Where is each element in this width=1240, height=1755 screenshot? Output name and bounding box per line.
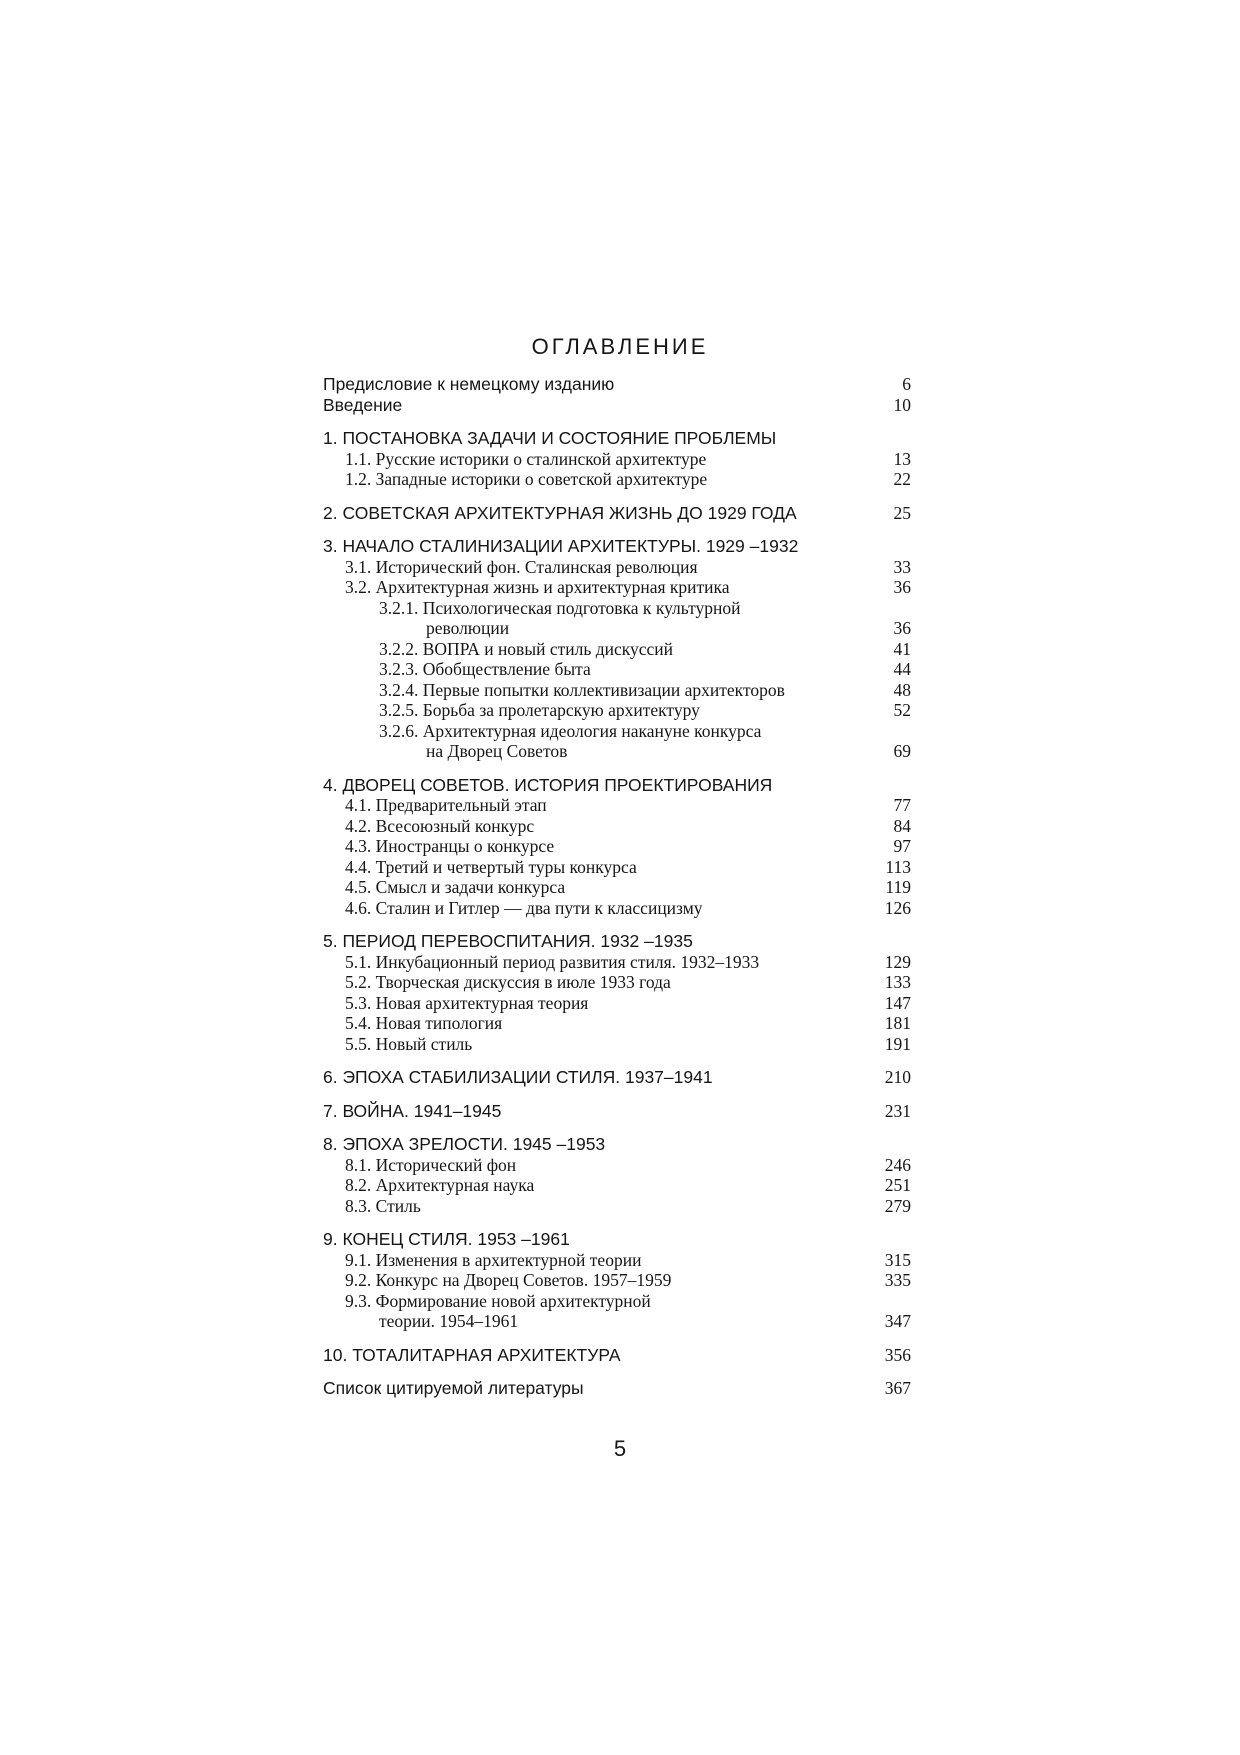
toc-chapter-5 [323,931,911,952]
toc-page-number: 113 [885,856,911,877]
toc-subsection [323,639,911,660]
toc-section-title: 1.2. Западные историки о советской архитектуре [345,469,708,489]
toc-page-number: 191 [884,1033,911,1054]
toc-page-number: 133 [884,972,911,992]
toc-section-title: 4.5. Смысл и задачи конкурса [345,877,566,897]
toc-page-number: 126 [884,897,911,918]
toc-subsection [323,659,911,680]
toc-entry-foreword [323,374,911,395]
toc-page-number: 251 [884,1175,911,1195]
toc-subsection-title-cont: на Дворец Советов [426,741,568,761]
toc-section [323,857,911,878]
toc-section-title: 4.3. Иностранцы о конкурсе [345,836,555,856]
toc-section [323,795,911,816]
toc-chapter-title: 9. КОНЕЦ СТИЛЯ. 1953 –1961 [323,1229,570,1249]
toc-section-title: 4.6. Сталин и Гитлер — два пути к классицизму [345,897,703,918]
toc-page-number: 25 [893,502,911,523]
toc-chapter-title: 8. ЭПОХА ЗРЕЛОСТИ. 1945 –1953 [323,1134,606,1154]
toc-chapter-7 [323,1101,911,1122]
toc-section [323,952,911,973]
toc-chapter-title: 3. НАЧАЛО СТАЛИНИЗАЦИИ АРХИТЕКТУРЫ. 1929 –1932 [323,536,799,556]
toc-page-number: 22 [893,469,911,489]
toc-section-title: 5.5. Новый стиль [345,1033,473,1054]
toc-chapter-4 [323,775,911,796]
toc-chapter-title: 4. ДВОРЕЦ СОВЕТОВ. ИСТОРИЯ ПРОЕКТИРОВАНИЯ [323,774,773,795]
toc-chapter-1 [323,428,911,449]
toc-subsection-title: 3.2.3. Обобществление быта [379,659,591,679]
toc-chapter-2 [323,503,911,524]
toc-entry-title: Введение [323,394,403,415]
toc-chapter-title: 1. ПОСТАНОВКА ЗАДАЧИ И СОСТОЯНИЕ ПРОБЛЕМЫ [323,428,777,448]
toc-subsection-title: 3.2.2. ВОПРА и новый стиль дискуссий [379,638,673,659]
page-title: ОГЛАВЛЕНИЕ [531,334,709,359]
toc-page-number: 44 [893,659,911,679]
toc-subsection [323,680,911,701]
toc-page-number: 119 [885,877,911,897]
toc-section [323,557,911,578]
toc-section-continuation [323,1311,911,1332]
toc-page-number: 347 [884,1311,911,1331]
toc-section [323,1034,911,1055]
toc-section [323,972,911,993]
toc-chapter-title: 5. ПЕРИОД ПЕРЕВОСПИТАНИЯ. 1932 –1935 [323,931,693,951]
toc-page-number: 33 [893,556,911,577]
toc-page-number: 97 [893,836,911,856]
toc-entry-title: Список цитируемой литературы [323,1378,584,1398]
toc-section [323,449,911,470]
toc-section [323,1250,911,1271]
toc-subsection-title: 3.2.1. Психологическая подготовка к культурной [379,597,741,618]
toc-page-number: 210 [884,1067,911,1087]
toc-section-title: 9.1. Изменения в архитектурной теории [345,1249,642,1270]
toc-section-title: 8.1. Исторический фон [345,1154,517,1175]
toc-section-title: 3.2. Архитектурная жизнь и архитектурная критика [345,577,730,597]
toc-page-number: 231 [884,1100,911,1121]
toc-chapter-title: 2. СОВЕТСКАЯ АРХИТЕКТУРНАЯ ЖИЗНЬ ДО 1929 ГОДА [323,502,797,523]
toc-page-number: 52 [893,700,911,720]
toc-section [323,1013,911,1034]
toc-chapter-3 [323,536,911,557]
toc-subsection-continuation [323,741,911,762]
toc-page-number: 36 [893,577,911,597]
toc-subsection [323,721,911,742]
page-number: 5 [613,1436,627,1461]
toc-entry-title: Предисловие к немецкому изданию [323,374,615,394]
toc-page-number: 129 [884,951,911,972]
toc-section [323,469,911,490]
toc-page-number: 315 [884,1249,911,1270]
toc-section-title: 1.1. Русские историки о сталинской архитектуре [345,448,707,469]
toc-section [323,816,911,837]
toc-chapter-10 [323,1345,911,1366]
toc-chapter-title: 7. ВОЙНА. 1941–1945 [323,1100,502,1121]
toc-section-title: 3.1. Исторический фон. Сталинская революция [345,556,698,577]
toc-chapter-9 [323,1229,911,1250]
toc-page-number: 335 [884,1270,911,1290]
toc-page-number: 10 [893,394,911,415]
toc-subsection-title: 3.2.6. Архитектурная идеология накануне конкурса [379,720,762,741]
toc-section-title: 4.2. Всесоюзный конкурс [345,815,535,836]
toc-subsection [323,598,911,619]
toc-page-number: 77 [893,795,911,815]
toc-section [323,877,911,898]
toc-section-title: 5.4. Новая типология [345,1013,503,1033]
toc-chapter-title: 6. ЭПОХА СТАБИЛИЗАЦИИ СТИЛЯ. 1937–1941 [323,1067,713,1087]
toc-section-title: 8.2. Архитектурная наука [345,1175,535,1195]
toc-page-number: 181 [884,1013,911,1033]
toc-section [323,1291,911,1312]
toc-page-number: 13 [893,448,911,469]
toc-page-number: 41 [893,638,911,659]
toc-section-title: 4.1. Предварительный этап [345,795,547,815]
toc-section-title: 8.3. Стиль [345,1195,421,1216]
toc-page-number: 84 [893,815,911,836]
toc-page-number: 6 [902,374,911,394]
toc-section-title: 9.2. Конкурс на Дворец Советов. 1957–1959 [345,1270,672,1290]
toc-chapter-6 [323,1067,911,1088]
toc-section-title: 5.3. Новая архитектурная теория [345,992,589,1013]
toc-chapter-title: 10. ТОТАЛИТАРНАЯ АРХИТЕКТУРА [323,1344,621,1365]
toc-page-number: 367 [884,1378,911,1398]
toc-section-title: 4.4. Третий и четвертый туры конкурса [345,856,637,877]
toc-subsection-title: 3.2.5. Борьба за пролетарскую архитектуру [379,700,700,720]
toc-section-title: 9.3. Формирование новой архитектурной [345,1290,651,1311]
toc-page-number: 246 [884,1154,911,1175]
toc-chapter-8 [323,1134,911,1155]
toc-subsection-continuation [323,618,911,639]
toc-section [323,1270,911,1291]
toc-section-title-cont: теории. 1954–1961 [379,1311,519,1331]
toc-section [323,1175,911,1196]
toc-section-title: 5.2. Творческая дискуссия в июле 1933 года [345,972,671,992]
toc-page-number: 48 [893,679,911,700]
toc-section [323,993,911,1014]
toc-section-title: 5.1. Инкубационный период развития стиля. 1932–1933 [345,951,760,972]
toc-page-number: 356 [884,1344,911,1365]
toc-subsection-title: 3.2.4. Первые попытки коллективизации архитекторов [379,679,785,700]
table-of-contents [323,374,911,1399]
toc-page-number: 69 [893,741,911,761]
toc-entry-introduction [323,395,911,416]
toc-section [323,1196,911,1217]
toc-entry-bibliography [323,1378,911,1399]
toc-subsection-title-cont: революции [426,618,510,638]
toc-section [323,1155,911,1176]
toc-page-number: 147 [884,992,911,1013]
toc-section [323,577,911,598]
toc-section [323,836,911,857]
toc-section [323,898,911,919]
toc-page-number: 279 [884,1195,911,1216]
toc-page-number: 36 [893,618,911,638]
toc-subsection [323,700,911,721]
